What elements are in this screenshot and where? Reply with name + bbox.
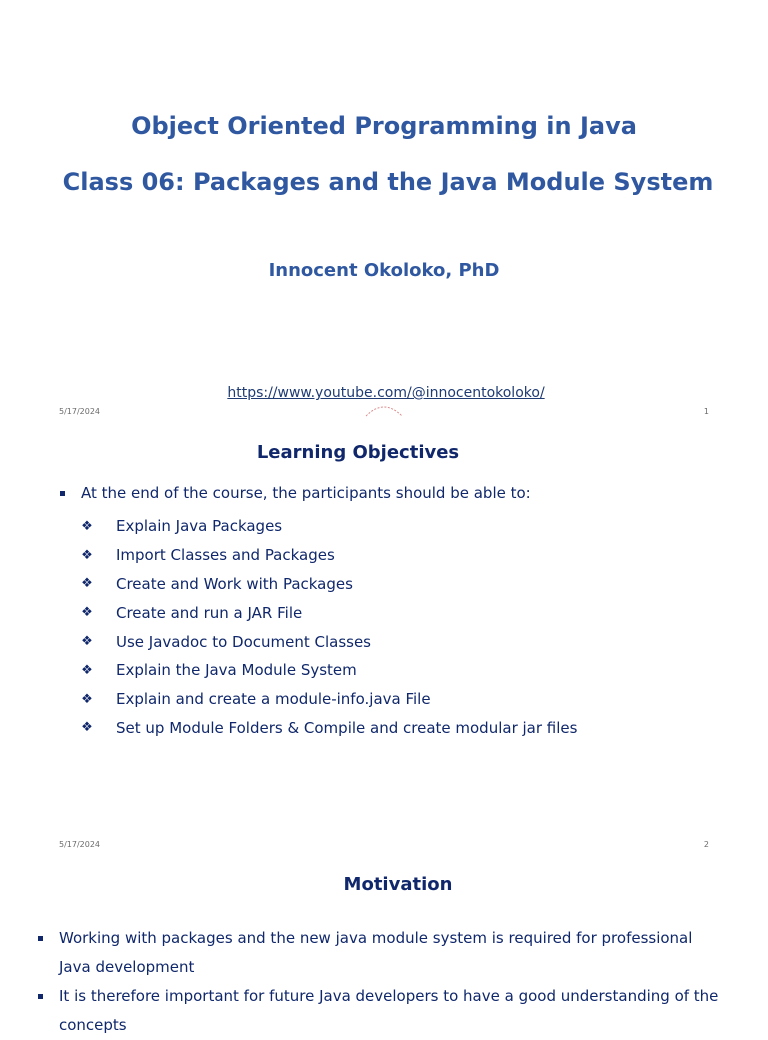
slide-heading: Motivation	[343, 874, 453, 895]
square-bullet-icon	[60, 491, 65, 496]
objective-text: Explain the Java Module System	[116, 661, 357, 680]
objective-text: Create and run a JAR File	[116, 603, 303, 622]
square-bullet-icon	[38, 994, 43, 999]
diamond-bullet-icon: ❖	[81, 576, 93, 592]
diamond-bullet-icon: ❖	[81, 518, 93, 534]
list-item	[80, 714, 577, 743]
course-title: Object Oriented Programming in Java	[131, 112, 637, 140]
diamond-bullet-icon: ❖	[81, 605, 93, 621]
objective-text: Explain and create a module-info.java File	[116, 690, 431, 709]
list-item	[38, 924, 728, 982]
slide-date: 5/17/2024	[59, 840, 101, 849]
slide-heading: Learning Objectives	[256, 442, 460, 463]
objective-text: Set up Module Folders & Compile and create modular jar files	[116, 718, 578, 737]
list-item	[80, 685, 577, 714]
list-item	[80, 512, 577, 541]
lead-text: At the end of the course, the participants should be able to:	[81, 484, 531, 502]
list-item	[80, 627, 577, 656]
objectives-list	[80, 512, 577, 742]
slide-number: 2	[703, 840, 709, 849]
motivation-text: Working with packages and the new java module system is required for professional Java development	[59, 929, 693, 976]
list-item	[80, 598, 577, 627]
youtube-link[interactable]: https://www.youtube.com/@innocentokoloko/	[227, 385, 545, 401]
diamond-bullet-icon: ❖	[81, 547, 93, 563]
slide-date: 5/17/2024	[59, 407, 101, 416]
objective-text: Explain Java Packages	[116, 517, 283, 536]
motivation-text: It is therefore important for future Java developers to have a good understanding of the concepts	[59, 987, 719, 1034]
list-item	[80, 656, 577, 685]
motivation-slide	[0, 864, 768, 1034]
author-name: Innocent Okoloko, PhD	[268, 260, 500, 281]
objective-text: Import Classes and Packages	[116, 546, 335, 565]
square-bullet-icon	[38, 936, 43, 941]
motivation-list	[38, 924, 728, 1040]
title-slide	[0, 0, 768, 432]
list-item	[80, 541, 577, 570]
diamond-bullet-icon: ❖	[81, 662, 93, 678]
objective-text: Create and Work with Packages	[116, 574, 353, 593]
diamond-bullet-icon: ❖	[81, 691, 93, 707]
slide-number: 1	[703, 407, 709, 416]
class-subtitle: Class 06: Packages and the Java Module System	[62, 168, 714, 196]
cursor-arc-icon	[362, 402, 406, 418]
diamond-bullet-icon: ❖	[81, 720, 93, 736]
objectives-slide	[0, 432, 768, 864]
lead-point	[58, 484, 531, 502]
list-item	[80, 570, 577, 599]
list-item	[38, 982, 728, 1040]
objective-text: Use Javadoc to Document Classes	[116, 632, 371, 651]
diamond-bullet-icon: ❖	[81, 634, 93, 650]
